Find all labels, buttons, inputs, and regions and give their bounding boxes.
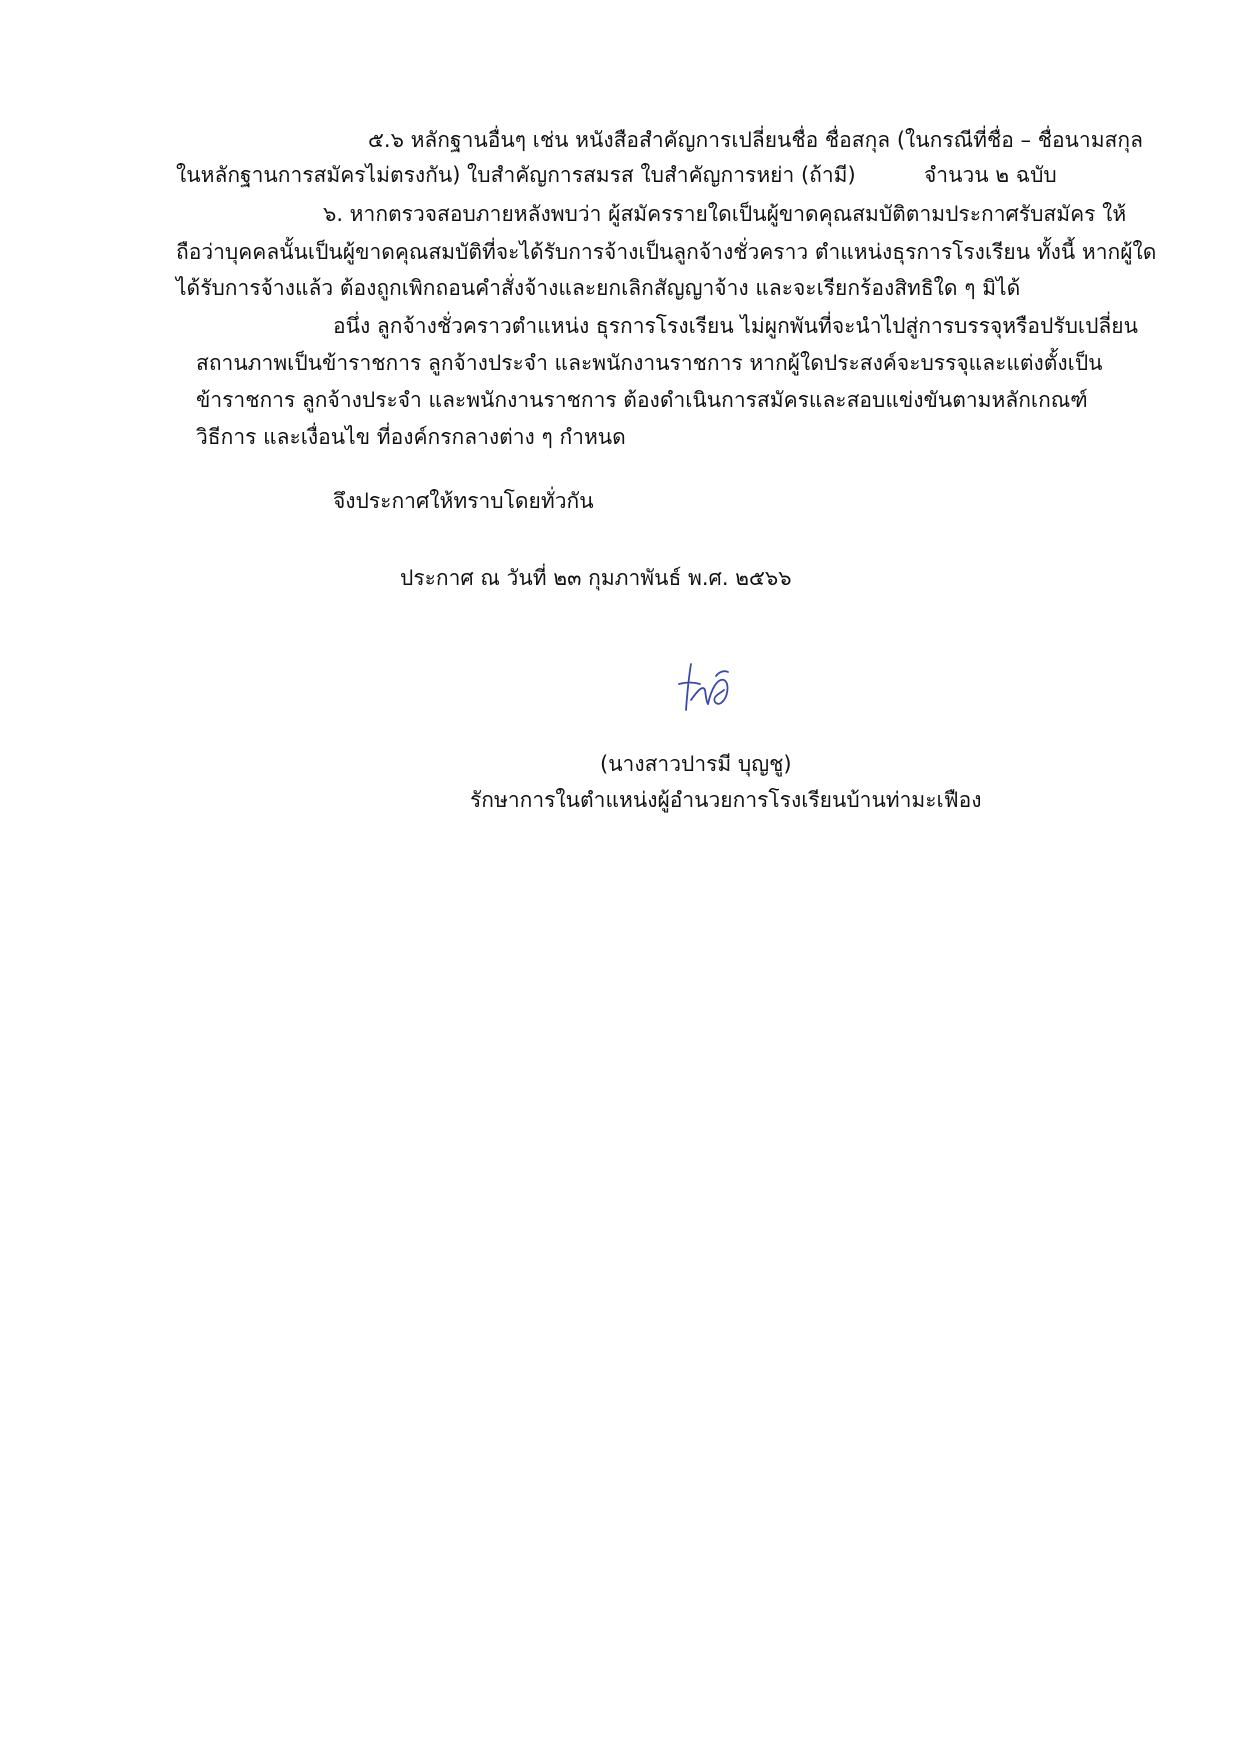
signatory-position: รักษาการในตำแหน่งผู้อำนวยการโรงเรียนบ้านท่ามะเฟือง	[470, 788, 982, 812]
note-line-2: สถานภาพเป็นข้าราชการ ลูกจ้างประจำ และพนักงานราชการ หากผู้ใดประสงค์จะบรรจุและแต่งตั้งเป็น	[196, 351, 1103, 375]
note-line-3: ข้าราชการ ลูกจ้างประจำ และพนักงานราชการ ต้องดำเนินการสมัครและสอบแข่งขันตามหลักเกณฑ์	[196, 388, 1088, 412]
item-6-line-1: ๖. หากตรวจสอบภายหลังพบว่า ผู้สมัครรายใดเป็นผู้ขาดคุณสมบัติตามประกาศรับสมัคร ให้	[323, 202, 1127, 226]
item-5-6-line-2: ในหลักฐานการสมัครไม่ตรงกัน) ใบสำคัญการสมรส ใบสำคัญการหย่า (ถ้ามี)	[176, 163, 856, 187]
item-6-line-3: ได้รับการจ้างแล้ว ต้องถูกเพิกถอนคำสั่งจ้างและยกเลิกสัญญาจ้าง และจะเรียกร้องสิทธิใด ๆ มิได้	[176, 276, 1021, 300]
item-5-6-line-1: ๕.๖ หลักฐานอื่นๆ เช่น หนังสือสำคัญการเปลี่ยนชื่อ ชื่อสกุล (ในกรณีที่ชื่อ – ชื่อนามสกุล	[368, 128, 1143, 152]
item-6-line-2: ถือว่าบุคคลนั้นเป็นผู้ขาดคุณสมบัติที่จะได้รับการจ้างเป็นลูกจ้างชั่วคราว ตำแหน่งธุรการโรงเรียน ทั้งนี้ หากผู้ใด	[176, 240, 1157, 264]
note-line-4: วิธีการ และเงื่อนไข ที่องค์กรกลางต่าง ๆ กำหนด	[196, 425, 626, 449]
announcement-date: ประกาศ ณ วันที่ ๒๓ กุมภาพันธ์ พ.ศ. ๒๕๖๖	[400, 566, 792, 590]
closing-statement: จึงประกาศให้ทราบโดยทั่วกัน	[333, 489, 594, 513]
signatory-name: (นางสาวปารมี บุญชู)	[600, 752, 792, 776]
note-line-1: อนึ่ง ลูกจ้างชั่วคราวตำแหน่ง ธุรการโรงเรียน ไม่ผูกพันที่จะนำไปสู่การบรรจุหรือปรับเปลี่ยน	[333, 314, 1138, 338]
item-5-6-count: จำนวน ๒ ฉบับ	[924, 163, 1057, 187]
handwritten-signature	[676, 656, 734, 716]
